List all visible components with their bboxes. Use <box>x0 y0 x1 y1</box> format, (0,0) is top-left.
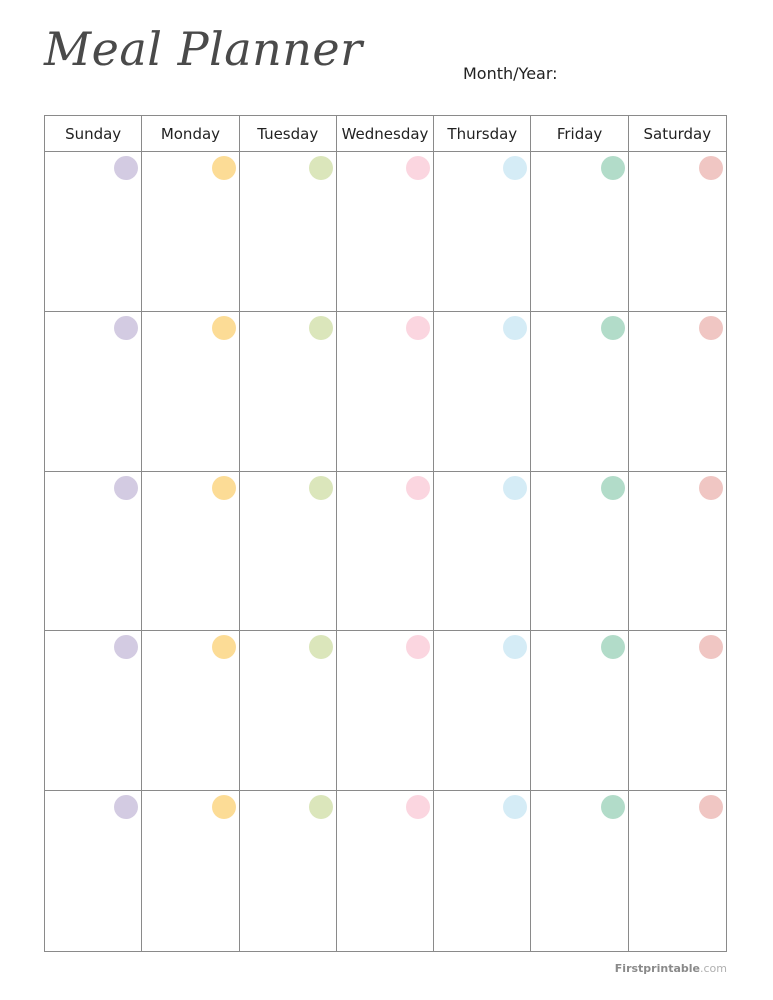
meal-cell-tuesday[interactable] <box>240 152 337 312</box>
meal-cell-sunday[interactable] <box>45 631 142 791</box>
color-dot-icon <box>406 795 430 819</box>
color-dot-icon <box>406 316 430 340</box>
footer-tld: .com <box>700 962 727 975</box>
day-header-wednesday: Wednesday <box>337 116 434 152</box>
color-dot-icon <box>212 316 236 340</box>
meal-cell-saturday[interactable] <box>629 152 726 312</box>
meal-cell-sunday[interactable] <box>45 312 142 472</box>
color-dot-icon <box>309 795 333 819</box>
color-dot-icon <box>503 476 527 500</box>
color-dot-icon <box>601 795 625 819</box>
footer-brand: Firstprintable <box>614 962 700 975</box>
meal-cell-monday[interactable] <box>142 152 239 312</box>
meal-cell-monday[interactable] <box>142 472 239 632</box>
day-header-thursday: Thursday <box>434 116 531 152</box>
meal-cell-sunday[interactable] <box>45 152 142 312</box>
color-dot-icon <box>114 795 138 819</box>
meal-cell-sunday[interactable] <box>45 472 142 632</box>
color-dot-icon <box>406 156 430 180</box>
day-header-monday: Monday <box>142 116 239 152</box>
meal-cell-thursday[interactable] <box>434 791 531 951</box>
meal-cell-tuesday[interactable] <box>240 631 337 791</box>
color-dot-icon <box>601 156 625 180</box>
meal-cell-wednesday[interactable] <box>337 152 434 312</box>
meal-cell-saturday[interactable] <box>629 791 726 951</box>
meal-cell-tuesday[interactable] <box>240 472 337 632</box>
color-dot-icon <box>309 635 333 659</box>
meal-cell-wednesday[interactable] <box>337 472 434 632</box>
meal-cell-wednesday[interactable] <box>337 791 434 951</box>
color-dot-icon <box>212 795 236 819</box>
month-year-label: Month/Year: <box>463 64 558 83</box>
meal-cell-tuesday[interactable] <box>240 312 337 472</box>
color-dot-icon <box>114 635 138 659</box>
color-dot-icon <box>699 476 723 500</box>
day-header-sunday: Sunday <box>45 116 142 152</box>
meal-planner-grid <box>44 115 727 952</box>
color-dot-icon <box>601 635 625 659</box>
color-dot-icon <box>503 635 527 659</box>
meal-cell-monday[interactable] <box>142 631 239 791</box>
meal-cell-saturday[interactable] <box>629 631 726 791</box>
color-dot-icon <box>503 156 527 180</box>
meal-cell-friday[interactable] <box>531 631 628 791</box>
meal-cell-saturday[interactable] <box>629 312 726 472</box>
meal-cell-wednesday[interactable] <box>337 312 434 472</box>
page-title: Meal Planner <box>44 22 363 76</box>
color-dot-icon <box>212 156 236 180</box>
day-header-saturday: Saturday <box>629 116 726 152</box>
meal-cell-monday[interactable] <box>142 791 239 951</box>
meal-cell-thursday[interactable] <box>434 472 531 632</box>
footer-watermark <box>615 962 727 975</box>
color-dot-icon <box>114 476 138 500</box>
meal-cell-monday[interactable] <box>142 312 239 472</box>
day-header-tuesday: Tuesday <box>240 116 337 152</box>
meal-cell-sunday[interactable] <box>45 791 142 951</box>
color-dot-icon <box>699 156 723 180</box>
color-dot-icon <box>406 476 430 500</box>
color-dot-icon <box>406 635 430 659</box>
color-dot-icon <box>601 476 625 500</box>
meal-cell-friday[interactable] <box>531 312 628 472</box>
color-dot-icon <box>114 156 138 180</box>
meal-cell-wednesday[interactable] <box>337 631 434 791</box>
meal-cell-saturday[interactable] <box>629 472 726 632</box>
meal-cell-thursday[interactable] <box>434 152 531 312</box>
color-dot-icon <box>212 476 236 500</box>
meal-cell-friday[interactable] <box>531 472 628 632</box>
color-dot-icon <box>114 316 138 340</box>
color-dot-icon <box>699 635 723 659</box>
meal-cell-friday[interactable] <box>531 152 628 312</box>
color-dot-icon <box>503 795 527 819</box>
color-dot-icon <box>212 635 236 659</box>
color-dot-icon <box>699 316 723 340</box>
color-dot-icon <box>309 476 333 500</box>
meal-cell-thursday[interactable] <box>434 631 531 791</box>
meal-cell-thursday[interactable] <box>434 312 531 472</box>
meal-cell-friday[interactable] <box>531 791 628 951</box>
color-dot-icon <box>309 316 333 340</box>
color-dot-icon <box>699 795 723 819</box>
color-dot-icon <box>601 316 625 340</box>
color-dot-icon <box>309 156 333 180</box>
day-header-friday: Friday <box>531 116 628 152</box>
color-dot-icon <box>503 316 527 340</box>
meal-cell-tuesday[interactable] <box>240 791 337 951</box>
